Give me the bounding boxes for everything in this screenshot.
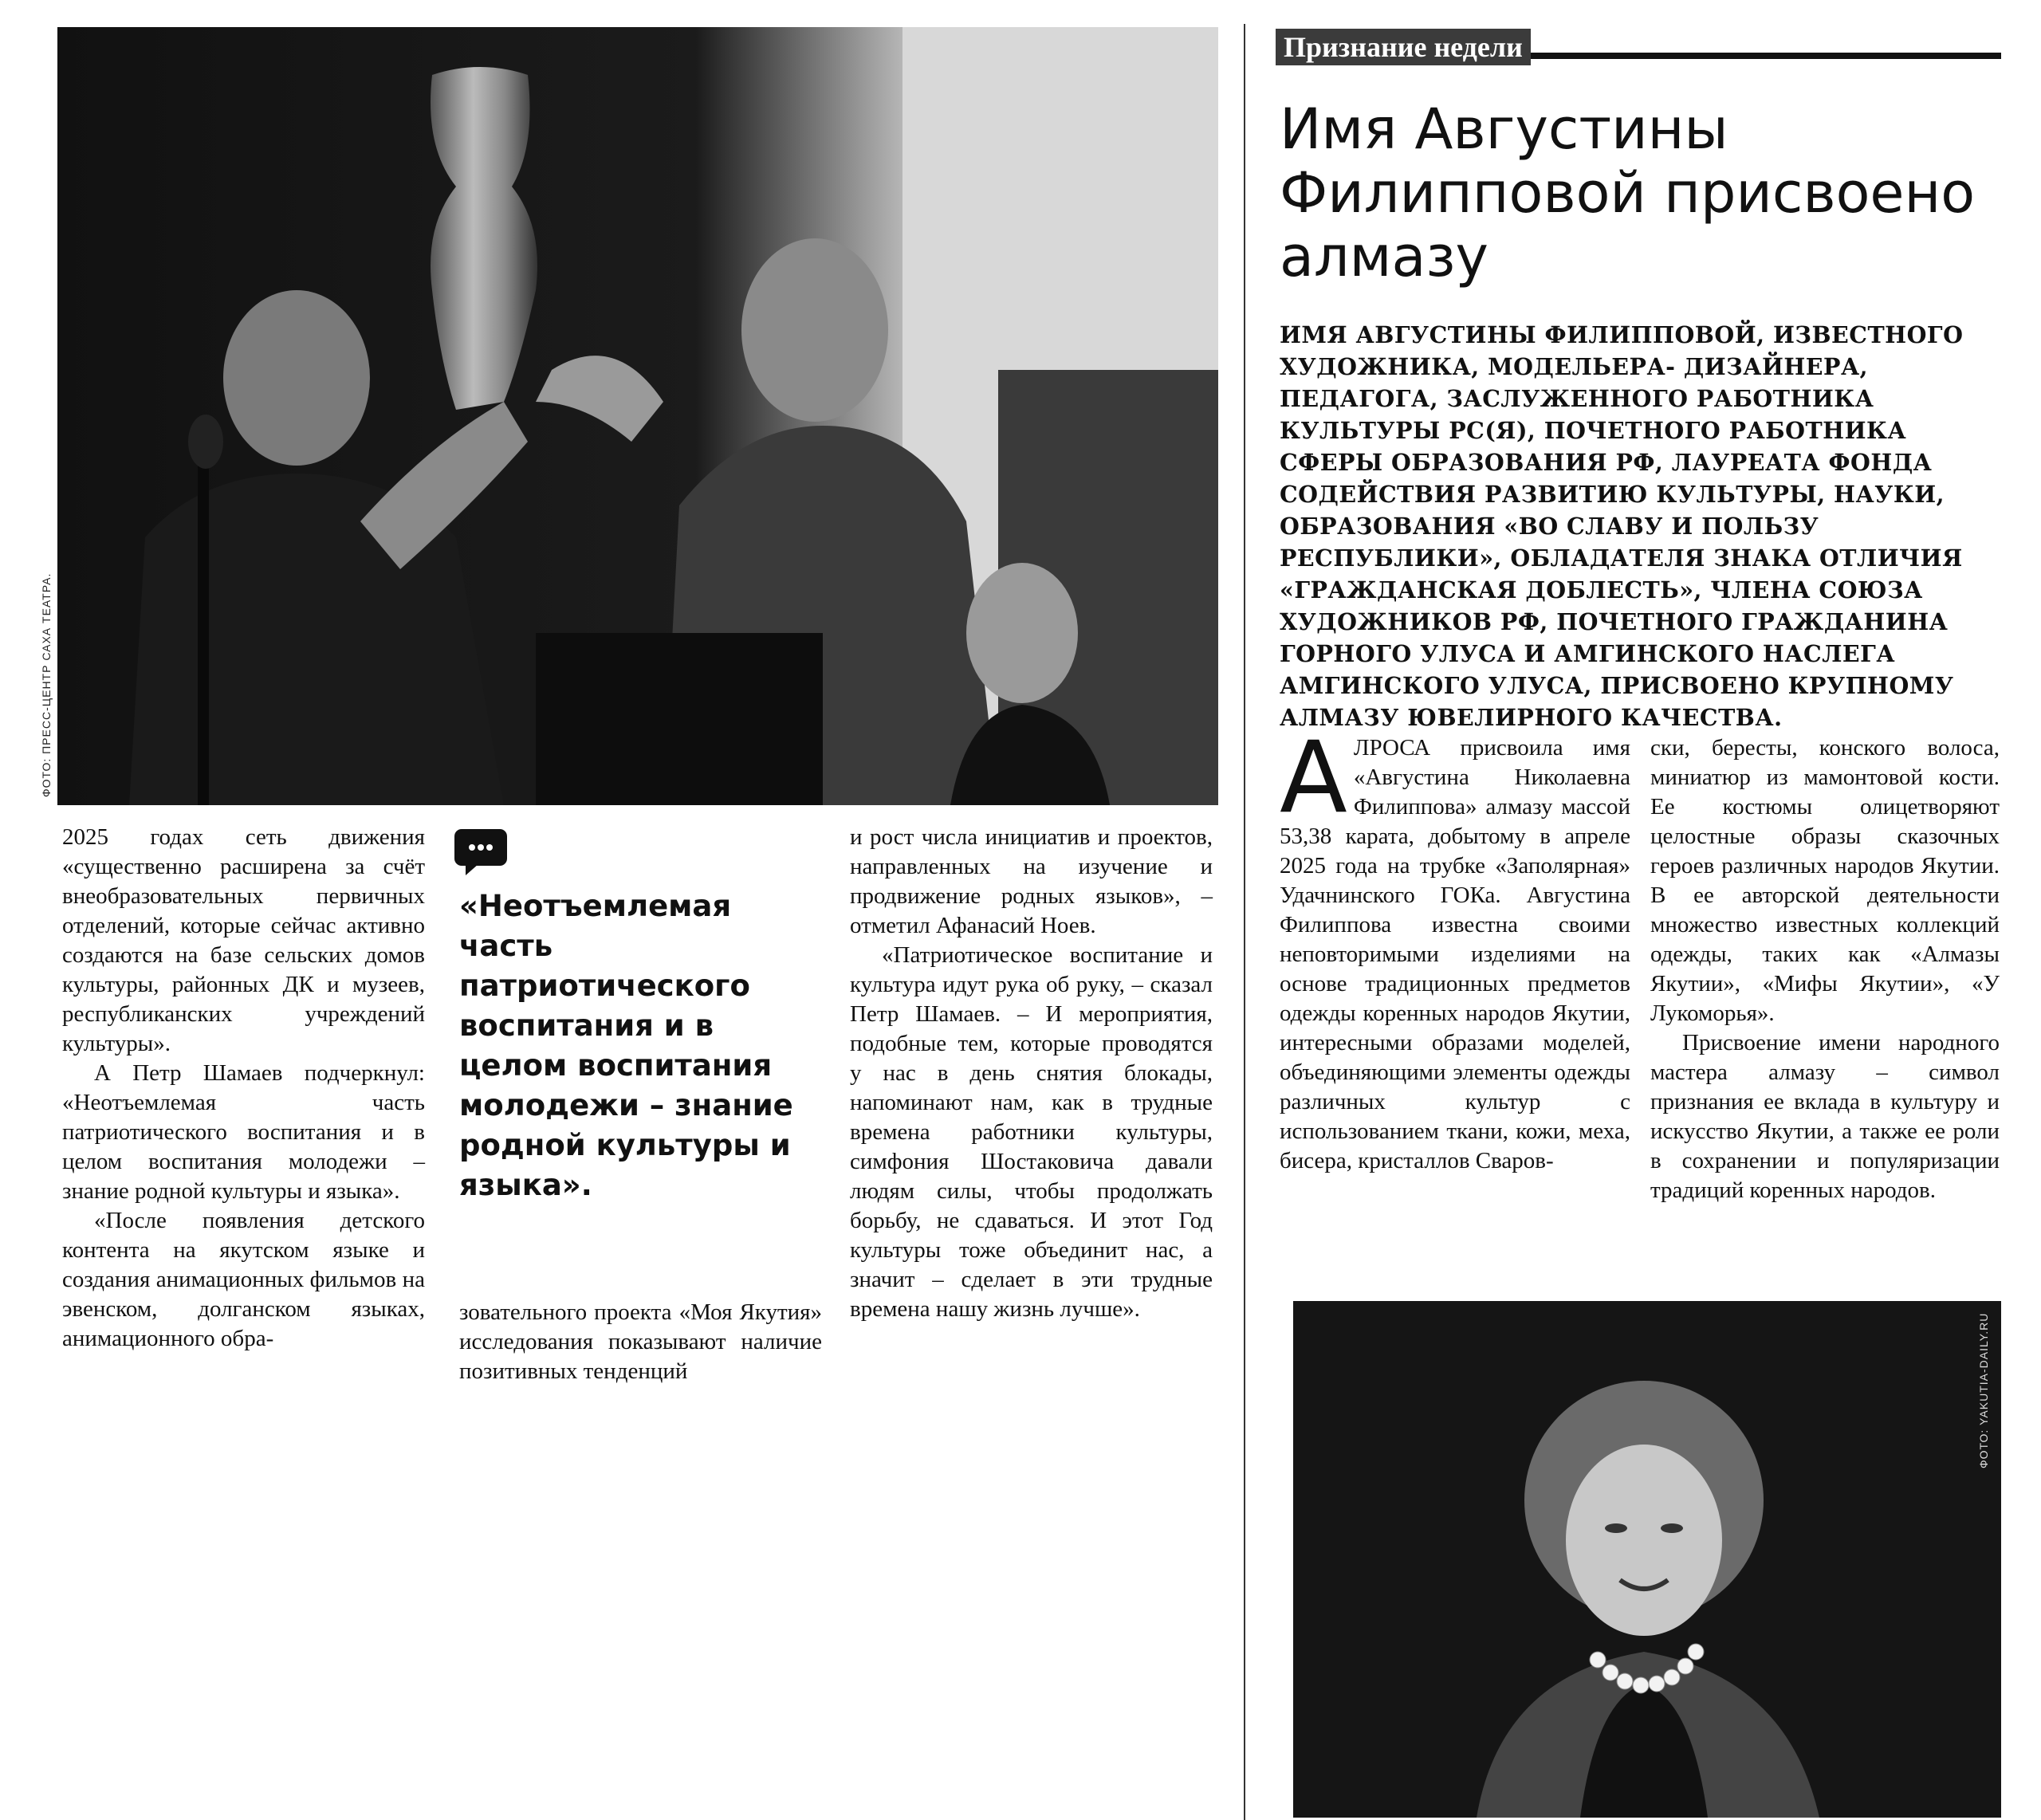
paragraph: Присвоение имени народного мастера алмазу – символ признания ее вклада в культуру и искусство Якутии, а также ее роли в сохранении и популяризации традиций коренных народов. [1650, 1030, 2000, 1203]
drop-cap: А [1280, 721, 1347, 835]
portrait-photo-credit: ФОТО: YAKUTIA-DAILY.RU [1977, 1312, 1990, 1468]
speech-bubble-icon [454, 829, 507, 875]
portrait-photo [1293, 1301, 2001, 1818]
article-body-column-2 [1650, 733, 2000, 1205]
left-column-1 [62, 823, 425, 1354]
left-column-3 [850, 823, 1213, 1324]
paragraph: и рост числа инициатив и проектов, направленных на изучение и продвижение родных языков», – отметил Афанасий Ноев. [850, 824, 1213, 938]
column-divider [1244, 24, 1245, 1820]
stage-photo [57, 27, 1218, 805]
paragraph: ски, бересты, конского волоса, миниатюр из мамонтовой кости. Ее костюмы олицетворяют целостные образы сказочных героев различных народов Якутии. В ее авторской деятельности множество известных коллекций одежды, таких как «Алмазы Якутии», «Мифы Якутии», «У Лукоморья». [1650, 735, 2000, 1026]
left-column-2-bottom [459, 1298, 822, 1386]
paragraph: 2025 годах сеть движения «существенно расширена за счёт внеобразовательных первичных отделений, которые сейчас активно создаются на базе сельских домов культуры, районных ДК и музеев, республиканских учреждений культуры». [62, 824, 425, 1056]
paragraph: зовательного проекта «Моя Якутия» исследования показывают наличие позитивных тенденций [459, 1299, 822, 1384]
paragraph: «После появления детского контента на якутском языке и создания анимационных фильмов на эвенском, долганском языках, анимационного обра- [62, 1208, 425, 1351]
quote-icon [454, 829, 507, 875]
article-headline: Имя Августины Филипповой присвоено алмазу [1280, 96, 1976, 289]
stage-photo-illustration [57, 27, 1218, 805]
rubric-label: Признание недели [1276, 29, 1531, 65]
paragraph: «Патриотическое воспитание и культура идут рука об руку, – сказал Петр Шамаев. – И мероприятия, подобные тем, которые проводятся у нас в день снятия блокады, напоминают нам, как в трудные времена работники культуры, симфония Шостаковича давали людям силы, чтобы продолжать борьбу, не сдаваться. И этот Год культуры тоже объединит нас, а значит – сделает в эти трудные времена нашу жизнь лучше». [850, 942, 1213, 1322]
article-body-column-1 [1280, 721, 1630, 1176]
paragraph: А Петр Шамаев подчеркнул: «Неотъемлемая часть патриотического воспитания и в целом воспитания молодежи – знание родной культуры и языка». [62, 1060, 425, 1204]
stage-photo-credit: ФОТО: ПРЕСС-ЦЕНТР САХА ТЕАТРА. [40, 572, 53, 797]
pull-quote: «Неотъемлемая часть патриотического воспитания и в целом воспитания молодежи – знание родной культуры и языка». [459, 889, 793, 1202]
paragraph: ЛРОСА присвоила имя «Августина Николаевна Филиппова» алмазу массой 53,38 карата, добытому в апреле 2025 года на трубке «Заполярная» Удачнинского ГОКа. Августина Филиппова известна своими неповторимыми изделиями на основе традиционных предметов одежды коренных народов Якутии, интересными образами моделей, объединяющими элементы одежды различных культур с использованием ткани, кожи, меха, бисера, кристаллов Сваров- [1280, 735, 1630, 1173]
article-lead: ИМЯ АВГУСТИНЫ ФИЛИППОВОЙ, ИЗВЕСТНОГО ХУДОЖНИКА, МОДЕЛЬЕРА- ДИЗАЙНЕРА, ПЕДАГОГА, ЗАСЛУЖЕННОГО РАБОТНИКА КУЛЬТУРЫ РС(Я), ПОЧЕТНОГО РАБОТНИКА СФЕРЫ ОБРАЗОВАНИЯ РФ, ЛАУРЕАТА ФОНДА СОДЕЙСТВИЯ РАЗВИТИЮ КУЛЬТУРЫ, НАУКИ, ОБРАЗОВАНИЯ «ВО СЛАВУ И ПОЛЬЗУ РЕСПУБЛИКИ», ОБЛАДАТЕЛЯ ЗНАКА ОТЛИЧИЯ «ГРАЖДАНСКАЯ ДОБЛЕСТЬ», ЧЛЕНА СОЮЗА ХУДОЖНИКОВ РФ, ПОЧЕТНОГО ГРАЖДАНИНА ГОРНОГО УЛУСА И АМГИНСКОГО НАСЛЕГА АМГИНСКОГО УЛУСА, ПРИСВОЕНО КРУПНОМУ АЛМАЗУ ЮВЕЛИРНОГО КАЧЕСТВА. [1280, 321, 1964, 731]
portrait-photo-illustration [1293, 1301, 2001, 1818]
